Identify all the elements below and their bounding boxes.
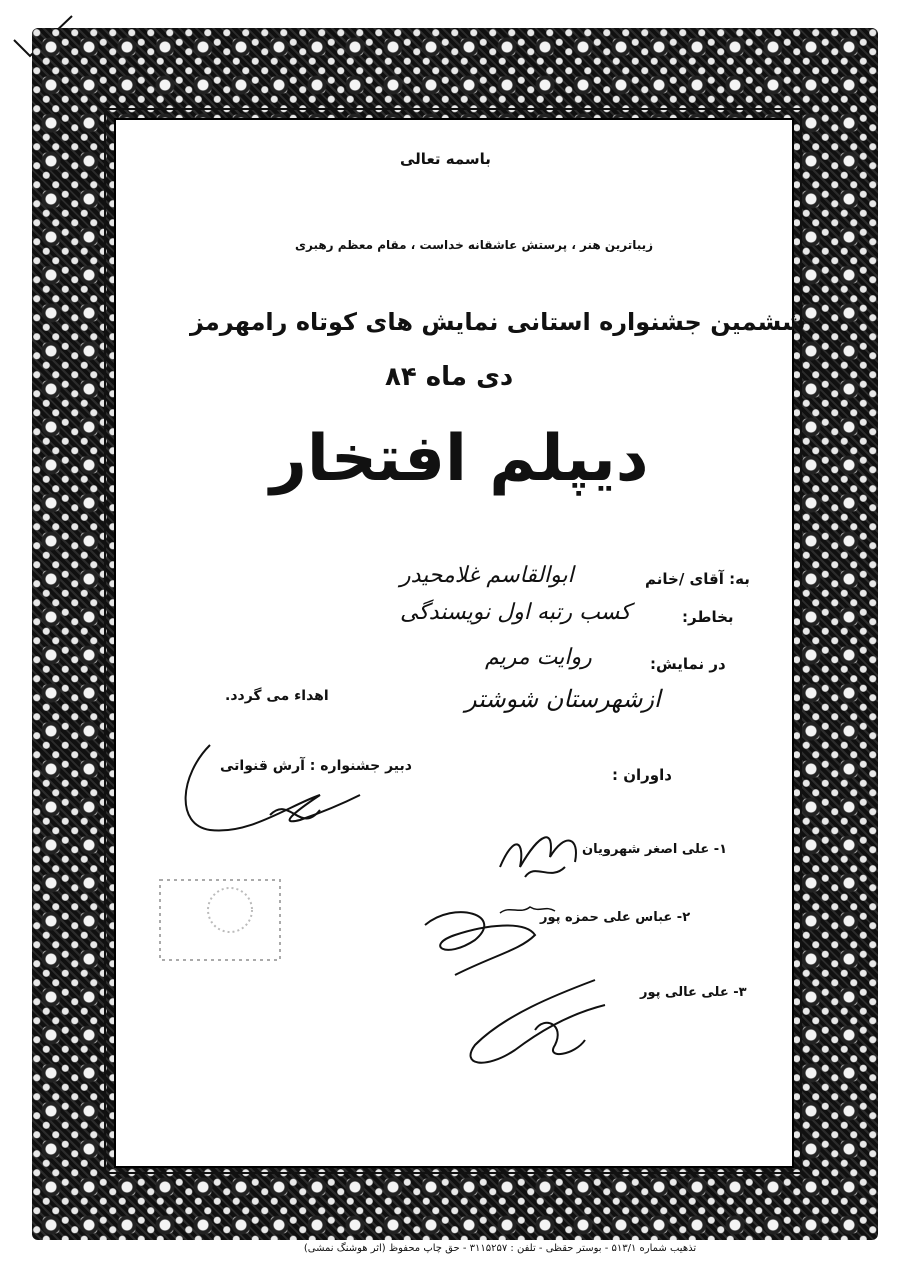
certificate-panel <box>114 118 794 1168</box>
judge-3-signature <box>455 975 615 1075</box>
quote-text: زیباترین هنر ، پرستش عاشقانه خداست ، مقام معظم رهبری <box>295 238 654 252</box>
judges-label: داوران : <box>612 766 672 784</box>
event-date: دی ماه ۸۴ <box>385 362 514 392</box>
judge-2: ۲- عباس علی حمزه پور <box>540 910 691 925</box>
recipient-name: ابوالقاسم غلامحیدر <box>400 563 574 588</box>
invocation-text: باسمه تعالی <box>400 150 491 168</box>
recipient-label: به: آقای /خانم <box>645 570 750 588</box>
reason-label: بخاطر: <box>682 608 734 626</box>
play-value: روایت مریم <box>485 645 592 670</box>
closing-text: اهداء می گردد. <box>225 688 329 704</box>
certificate-heading: دیپلم افتخار <box>270 422 649 496</box>
event-title: ششمین جشنواره استانی نمایش های کوتاه رامهرمز <box>190 308 806 336</box>
judge-1: ۱- علی اصغر شهرویان <box>582 842 728 857</box>
footer-credit: تذهیب شماره ۵۱۳/۱ - بوستر حقظی - تلفن : ۳۱۱۵۲۵۷ - حق چاپ محفوظ (اثر هوشنگ نمشی) <box>303 1243 697 1254</box>
judge-3: ۳- علی عالی پور <box>640 985 747 1000</box>
judge-2-signature <box>415 895 565 985</box>
reason-value: کسب رتبه اول نویسندگی <box>400 600 631 625</box>
director-signature <box>170 735 370 845</box>
city-value: ازشهرستان شوشتر <box>465 685 661 713</box>
festival-director: دبیر جشنواره : آرش قنواتی <box>220 758 412 774</box>
judge-1-signature <box>495 822 585 887</box>
stamp-seal <box>150 860 290 970</box>
play-label: در نمایش: <box>650 655 726 673</box>
